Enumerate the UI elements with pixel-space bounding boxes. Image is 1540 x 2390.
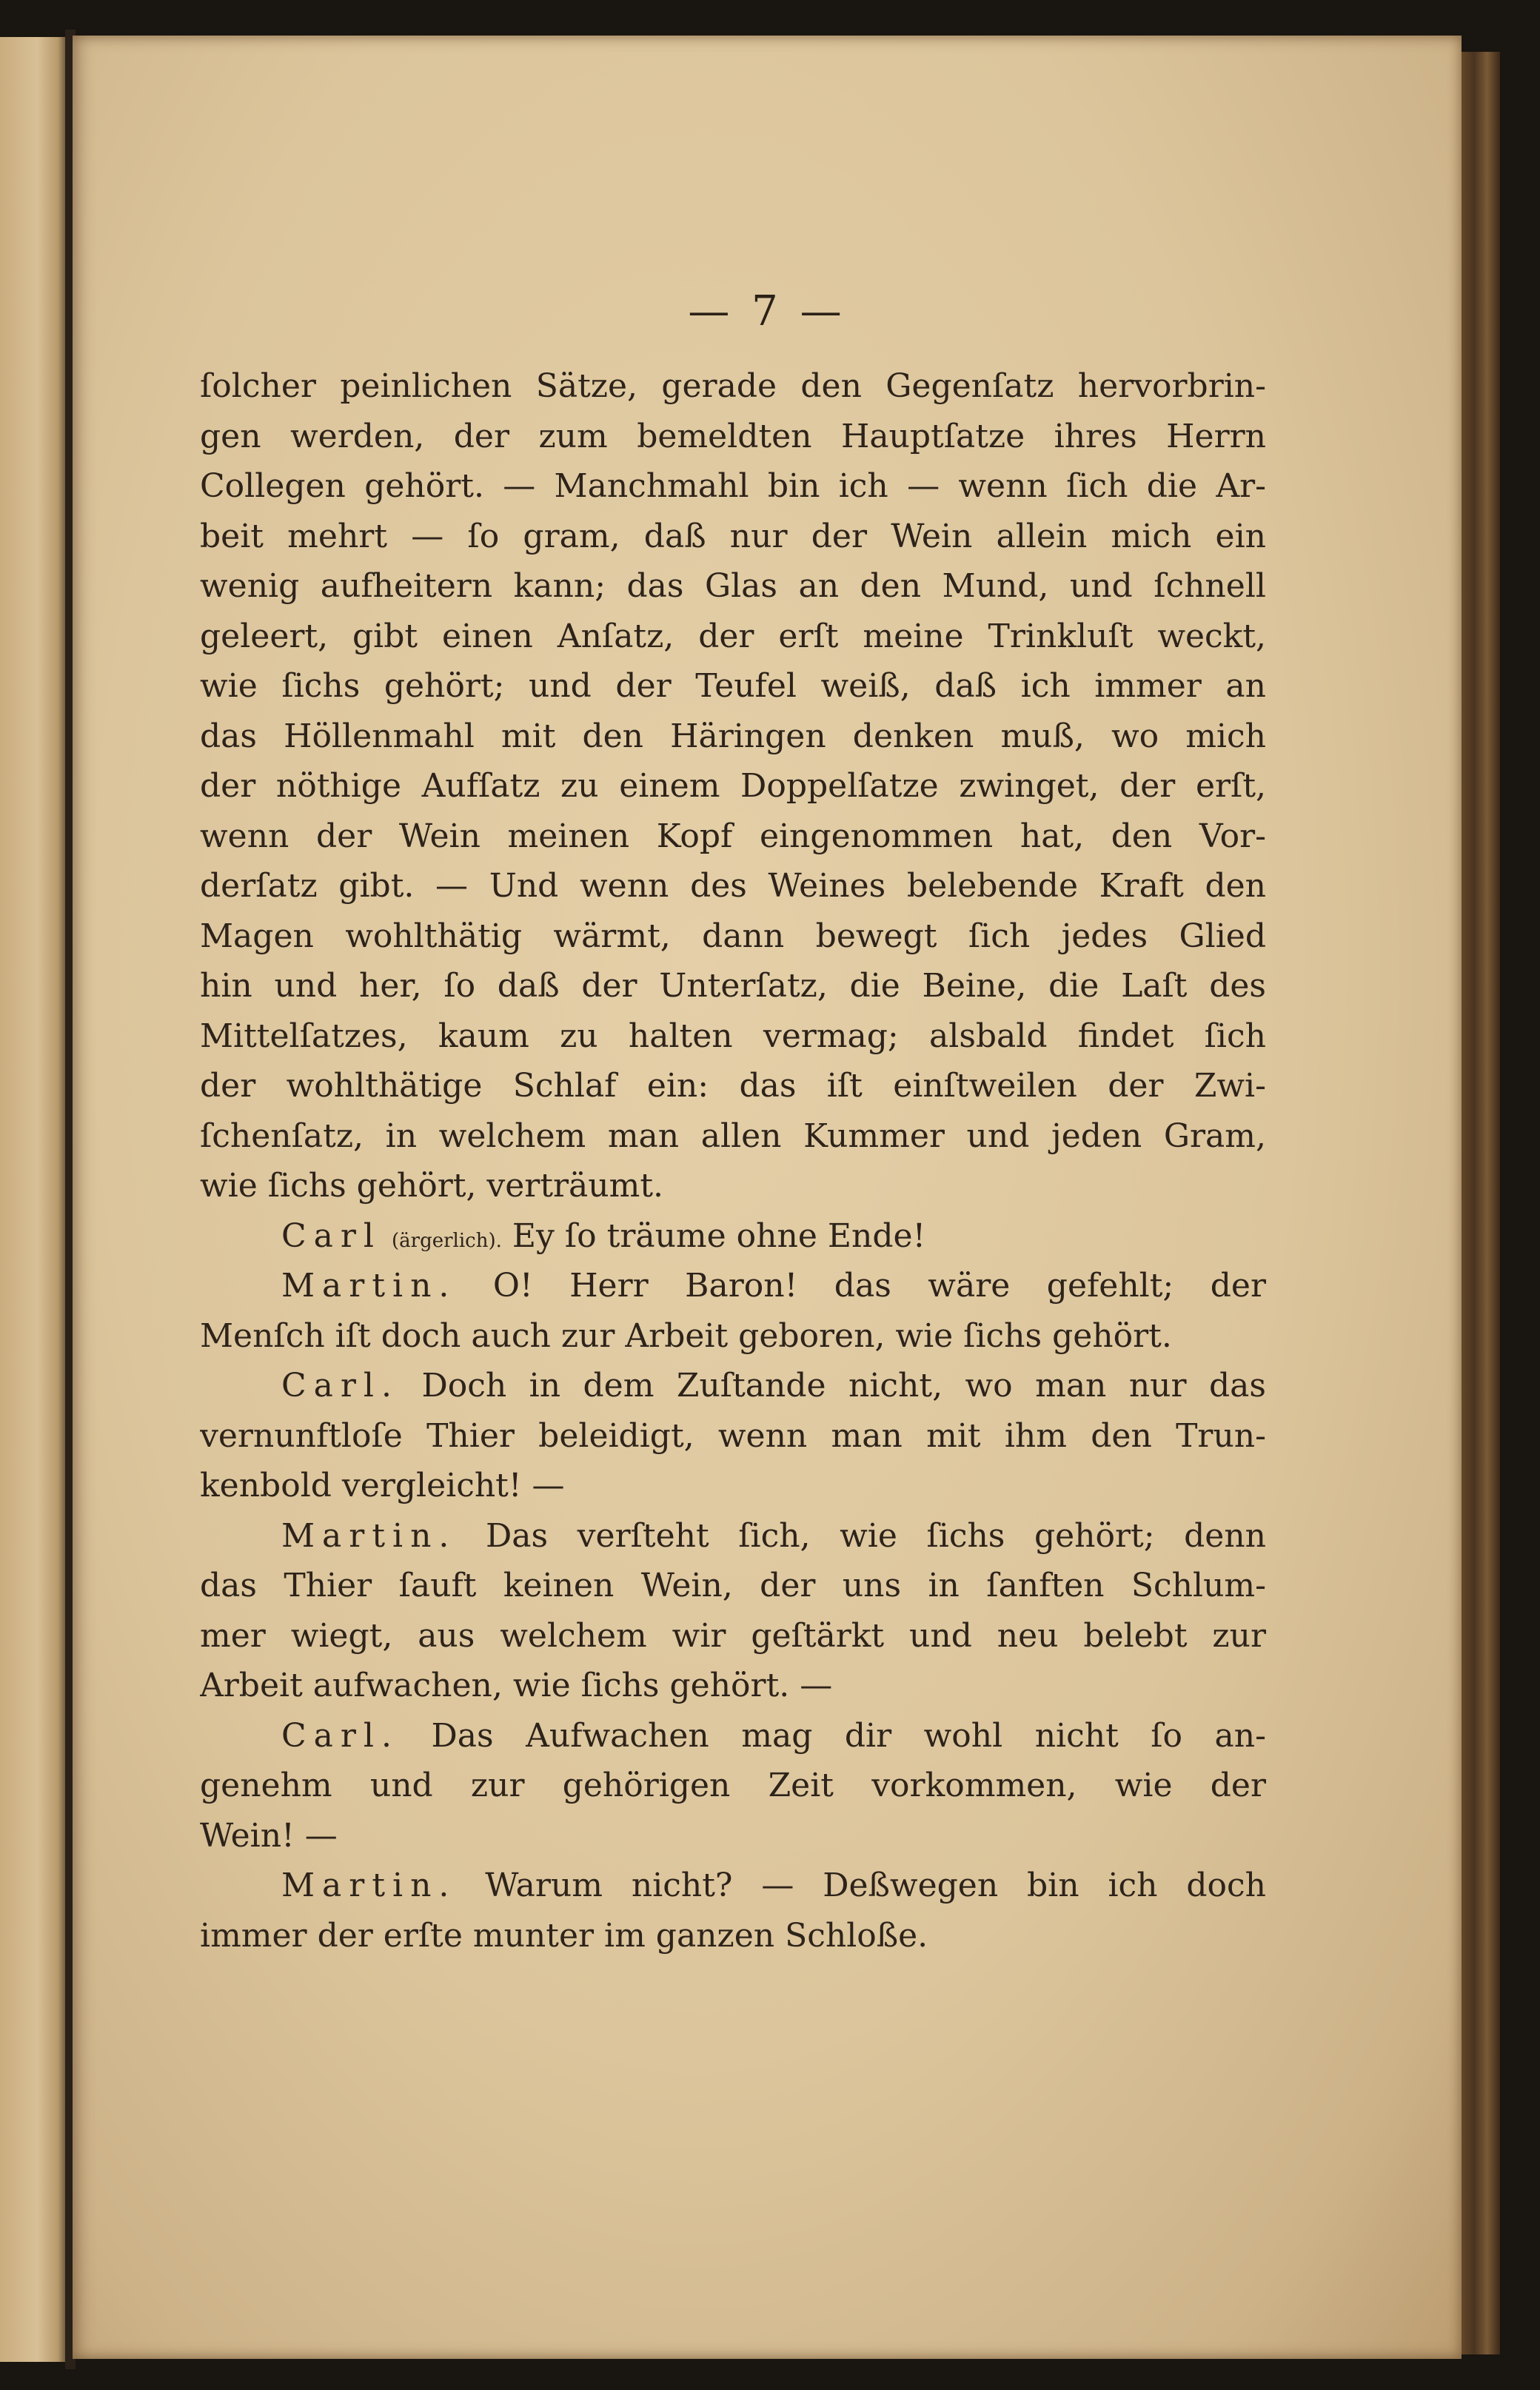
speaker-name: Martin. (281, 1267, 457, 1305)
text-line: Magen wohlthätig wärmt, dann bewegt ſich jedes Glied (200, 917, 1266, 955)
dialogue-text: Doch in dem Zuſtande nicht, wo man nur das (421, 1367, 1266, 1405)
speaker-name: Carl. (281, 1367, 399, 1405)
text-line: genehm und zur gehörigen Zeit vorkommen, wie der (200, 1767, 1266, 1804)
book-page (73, 36, 1462, 2359)
text-line: Menſch iſt doch auch zur Arbeit geboren, wie ſichs gehört. (200, 1316, 1172, 1355)
text-line: der nöthige Aufſatz zu einem Doppelſatze zwinget, der erſt, (200, 767, 1266, 805)
page-number: — 7 — (688, 287, 846, 335)
text-line: wie ſichs gehört, verträumt. (200, 1167, 663, 1205)
dialogue-line (200, 1861, 1266, 1911)
text-line: ſolcher peinlichen Sätze, gerade den Gegenſatz hervorbrin- (200, 367, 1266, 405)
text-block (200, 361, 1266, 1961)
text-line: das Thier ſauft keinen Wein, der uns in ſanften Schlum- (200, 1567, 1266, 1604)
text-line: gen werden, der zum bemeldten Hauptſatze ihres Herrn (200, 417, 1266, 455)
dialogue-text: Das Aufwachen mag dir wohl nicht ſo an- (431, 1716, 1266, 1755)
dialogue-line (200, 1261, 1266, 1311)
text-line: Mittelſatzes, kaum zu halten vermag; alsbald findet ſich (200, 1017, 1266, 1055)
text-line: geleert, gibt einen Anſatz, der erſt meine Trinkluſt weckt, (200, 617, 1266, 655)
dialogue-text: Warum nicht? — Deßwegen bin ich doch (485, 1867, 1266, 1904)
cover-edge (1457, 52, 1500, 2354)
text-line: wenn der Wein meinen Kopf eingenommen hat, den Vor- (200, 817, 1266, 855)
text-line: derſatz gibt. — Und wenn des Weines belebende Kraft den (200, 867, 1266, 905)
text-line: ſchenſatz, in welchem man allen Kummer und jeden Gram, (200, 1117, 1266, 1155)
speaker-name: Carl. (281, 1716, 399, 1755)
dialogue-line (200, 1511, 1266, 1561)
dialogue-line (200, 1711, 1266, 1761)
previous-page-edge (0, 37, 68, 2362)
speaker-name: Martin. (281, 1867, 457, 1904)
speaker-name: Martin. (281, 1516, 457, 1555)
text-line: vernunftloſe Thier beleidigt, wenn man mit ihm den Trun- (200, 1416, 1266, 1455)
text-line: Arbeit aufwachen, wie ſichs gehört. — (200, 1667, 833, 1704)
text-line: beit mehrt — ſo gram, daß nur der Wein allein mich ein (200, 517, 1266, 555)
dialogue-line (200, 1361, 1266, 1411)
stage-direction: (ärgerlich). (392, 1229, 502, 1252)
text-line: wenig aufheitern kann; das Glas an den Mund, und ſchnell (200, 567, 1266, 605)
dialogue-text: Das verſteht ſich, wie ſichs gehört; denn (486, 1516, 1266, 1555)
text-line: mer wiegt, aus welchem wir geſtärkt und neu belebt zur (200, 1616, 1266, 1655)
dialogue-text: Ey ſo träume ohne Ende! (512, 1216, 926, 1255)
dialogue-text: O! Herr Baron! das wäre gefehlt; der (492, 1267, 1266, 1305)
text-line: hin und her, ſo daß der Unterſatz, die Beine, die Laſt des (200, 967, 1266, 1005)
text-line: wie ſichs gehört; und der Teufel weiß, daß ich immer an (200, 667, 1266, 705)
text-line: immer der erſte munter im ganzen Schloße. (200, 1916, 928, 1955)
text-line: Wein! — (200, 1816, 338, 1855)
text-line: kenbold vergleicht! — (200, 1467, 565, 1504)
text-line: der wohlthätige Schlaf ein: das iſt einſtweilen der Zwi- (200, 1067, 1266, 1105)
text-line: das Höllenmahl mit den Häringen denken muß, wo mich (200, 717, 1266, 755)
speaker-name: Carl (281, 1216, 382, 1255)
text-line: Collegen gehört. — Manchmahl bin ich — wenn ſich die Ar- (200, 467, 1266, 505)
dialogue-line (200, 1211, 1266, 1262)
